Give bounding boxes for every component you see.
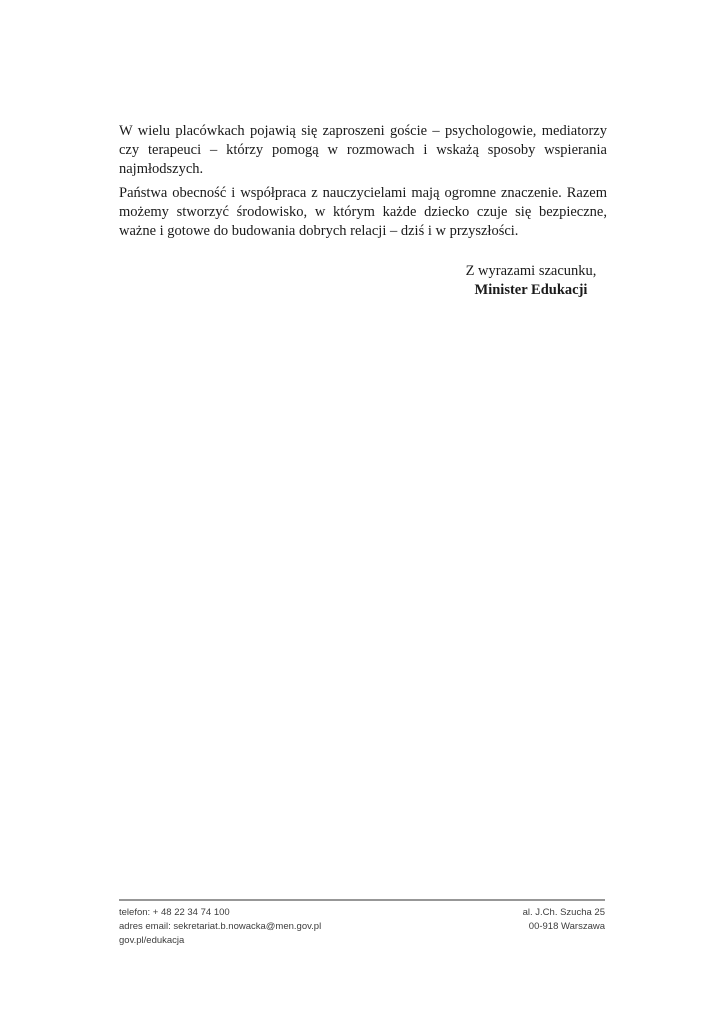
paragraph-line: czy terapeuci – którzy pomogą w rozmowach i wskażą sposoby wspierania bbox=[119, 142, 607, 158]
signature-closing: Z wyrazami szacunku, bbox=[465, 263, 597, 279]
paragraph-line: W wielu placówkach pojawią się zaproszeni goście – psychologowie, mediatorzy bbox=[119, 123, 607, 139]
paragraph-line: najmłodszych. bbox=[119, 161, 204, 177]
footer-phone: telefon: + 48 22 34 74 100 bbox=[119, 907, 230, 918]
paragraph-line: ważne i gotowe do budowania dobrych relacji – dziś i w przyszłości. bbox=[119, 223, 519, 239]
footer-divider bbox=[119, 899, 605, 901]
paragraph-guests bbox=[119, 122, 607, 179]
footer-contact-column bbox=[119, 906, 321, 948]
paragraph-line: możemy stworzyć środowisko, w którym każde dziecko czuje się bezpieczne, bbox=[119, 204, 607, 220]
footer-address-column bbox=[523, 906, 605, 934]
signature-block bbox=[455, 262, 607, 300]
paragraph-line: Państwa obecność i współpraca z nauczycielami mają ogromne znaczenie. Razem bbox=[119, 185, 607, 201]
signature-signer: Minister Edukacji bbox=[474, 282, 588, 298]
footer-email: adres email: sekretariat.b.nowacka@men.gov.pl bbox=[119, 921, 322, 932]
footer-address-street: al. J.Ch. Szucha 25 bbox=[522, 907, 605, 918]
paragraph-cooperation bbox=[119, 184, 607, 241]
page-footer bbox=[119, 906, 605, 948]
footer-address-city: 00-918 Warszawa bbox=[528, 921, 605, 932]
footer-website: gov.pl/edukacja bbox=[119, 935, 185, 946]
letter-body bbox=[119, 122, 607, 300]
